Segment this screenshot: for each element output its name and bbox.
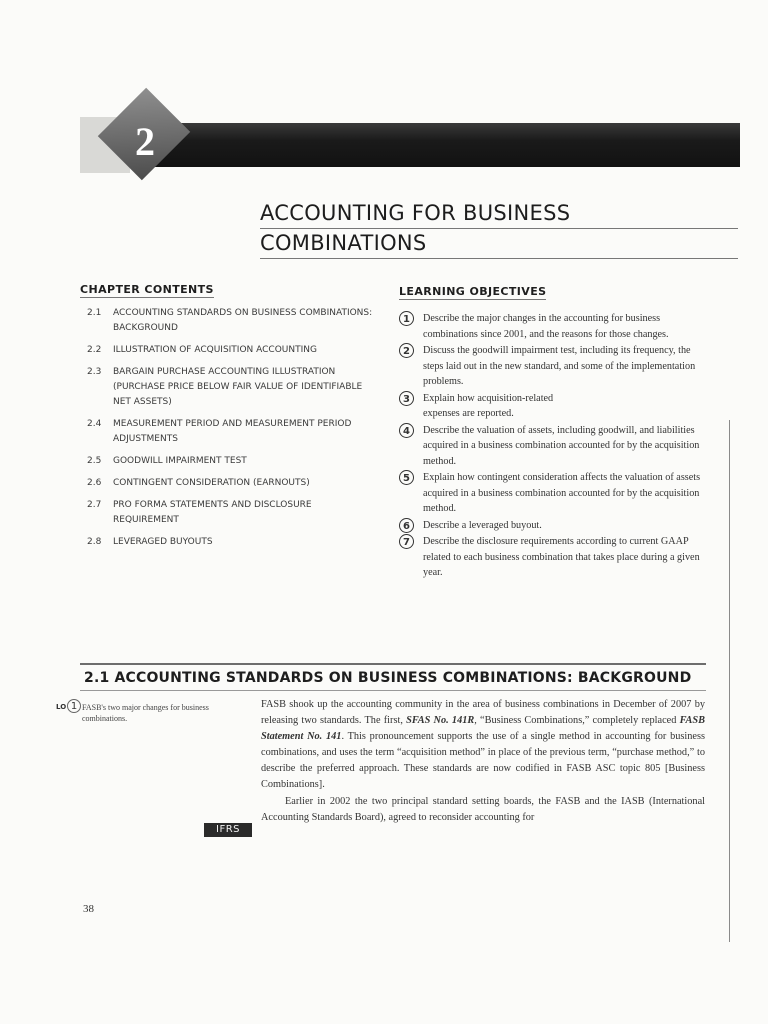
standard-reference: FASB Statement No. 141 — [261, 715, 705, 743]
objective-text: Describe the major changes in the accounting for business combinations since 2001, and the reasons for those changes. — [423, 313, 669, 340]
contents-item[interactable] — [87, 535, 377, 550]
objective-number-badge: 2 — [399, 343, 414, 358]
section-body — [261, 697, 705, 826]
contents-item-text: PRO FORMA STATEMENTS AND DISCLOSURE REQUIREMENT — [113, 500, 312, 525]
contents-item[interactable] — [87, 306, 377, 336]
objective-text: Explain how acquisition-related expenses are reported. — [423, 392, 554, 419]
contents-item-number: 2.6 — [87, 478, 102, 488]
contents-item-number: 2.2 — [87, 345, 102, 355]
ifrs-badge: IFRS — [204, 823, 252, 837]
chapter-contents-list — [87, 306, 377, 550]
objective-text: Describe the valuation of assets, including goodwill, and liabilities acquired in a business combination accounted for by the acquisition method. — [423, 424, 700, 467]
contents-item-text: ILLUSTRATION OF ACQUISITION ACCOUNTING — [113, 345, 317, 355]
contents-item-text: MEASUREMENT PERIOD AND MEASUREMENT PERIOD ADJUSTMENTS — [113, 419, 352, 444]
objective-text: Discuss the goodwill impairment test, including its frequency, the steps laid out in the new standard, and some of the implementation problems. — [423, 345, 696, 387]
paragraph-text: , “Business Combinations,” completely replaced — [474, 715, 680, 727]
lo-label: LO — [56, 703, 67, 711]
standard-reference: SFAS No. 141R — [406, 715, 475, 727]
title-rule-2 — [260, 258, 738, 259]
objective-text: Describe the disclosure requirements according to current GAAP related to each business combination that takes place during a given year. — [423, 536, 700, 578]
objective-item — [399, 391, 704, 422]
contents-item-text: BARGAIN PURCHASE ACCOUNTING ILLUSTRATION (PURCHASE PRICE BELOW FAIR VALUE OF IDENTIFIABLE NET ASSETS) — [113, 367, 363, 407]
paragraph-text: FASB shook up the accounting community in the area of business combinations in December of 2007 by releasing two standards. The first, — [261, 699, 705, 727]
contents-item-text: CONTINGENT CONSIDERATION (EARNOUTS) — [113, 478, 310, 488]
objective-item — [399, 470, 704, 517]
contents-item-number: 2.4 — [87, 419, 102, 429]
section-top-rule — [80, 663, 706, 665]
contents-item[interactable] — [87, 343, 377, 358]
objective-item — [399, 518, 704, 534]
objective-item — [399, 311, 704, 342]
objective-number-badge: 1 — [399, 311, 414, 326]
learning-objectives-heading: LEARNING OBJECTIVES — [399, 285, 547, 298]
contents-item-number: 2.1 — [87, 308, 102, 318]
page-number: 38 — [83, 903, 94, 915]
lo-number-badge: 1 — [67, 699, 81, 713]
chapter-title-line1: ACCOUNTING FOR BUSINESS — [260, 201, 571, 225]
chapter-title-line2: COMBINATIONS — [260, 231, 427, 255]
learning-objectives-list — [399, 311, 704, 581]
section-bottom-rule — [80, 690, 706, 691]
contents-item[interactable] — [87, 476, 377, 491]
contents-item-text: GOODWILL IMPAIRMENT TEST — [113, 456, 247, 466]
chapter-contents-heading: CHAPTER CONTENTS — [80, 283, 214, 296]
objective-number-badge: 3 — [399, 391, 414, 406]
section-heading: 2.1 ACCOUNTING STANDARDS ON BUSINESS COMBINATIONS: BACKGROUND — [84, 670, 692, 686]
contents-item-number: 2.8 — [87, 537, 102, 547]
contents-item-number: 2.3 — [87, 367, 102, 377]
objective-number-badge: 6 — [399, 518, 414, 533]
objective-number-badge: 7 — [399, 534, 414, 549]
contents-item[interactable] — [87, 454, 377, 469]
chapter-number: 2 — [135, 119, 155, 164]
objective-item — [399, 343, 704, 390]
contents-item[interactable] — [87, 365, 377, 410]
contents-item-text: LEVERAGED BUYOUTS — [113, 537, 213, 547]
contents-item[interactable] — [87, 417, 377, 447]
margin-note: FASB's two major changes for business combinations. — [82, 703, 209, 723]
contents-item[interactable] — [87, 498, 377, 528]
objective-text: Describe a leveraged buyout. — [423, 519, 542, 531]
body-paragraph-1 — [261, 697, 705, 794]
contents-item-text: ACCOUNTING STANDARDS ON BUSINESS COMBINATIONS: BACKGROUND — [113, 308, 373, 333]
paragraph-text: . This pronouncement supports the use of a single method in accounting for business combinations, and uses the term “acquisition method” in place of the previous term, “purchase method,” to describe the preferred approach. These standards are now codified in FASB ASC topic 805 [Business Combinations]. — [261, 731, 705, 791]
body-paragraph-2: Earlier in 2002 the two principal standard setting boards, the FASB and the IASB (International Accounting Standards Board), agreed to reconsider accounting for — [261, 795, 705, 823]
title-rule-1 — [260, 228, 738, 229]
objective-item — [399, 534, 704, 581]
page-edge-line — [729, 420, 730, 942]
objective-number-badge: 4 — [399, 423, 414, 438]
contents-item-number: 2.7 — [87, 500, 102, 510]
contents-item-number: 2.5 — [87, 456, 102, 466]
objective-text: Explain how contingent consideration affects the valuation of assets acquired in a business combination accounted for by the acquisition method. — [423, 472, 701, 514]
objective-number-badge: 5 — [399, 470, 414, 485]
objective-item — [399, 423, 704, 470]
